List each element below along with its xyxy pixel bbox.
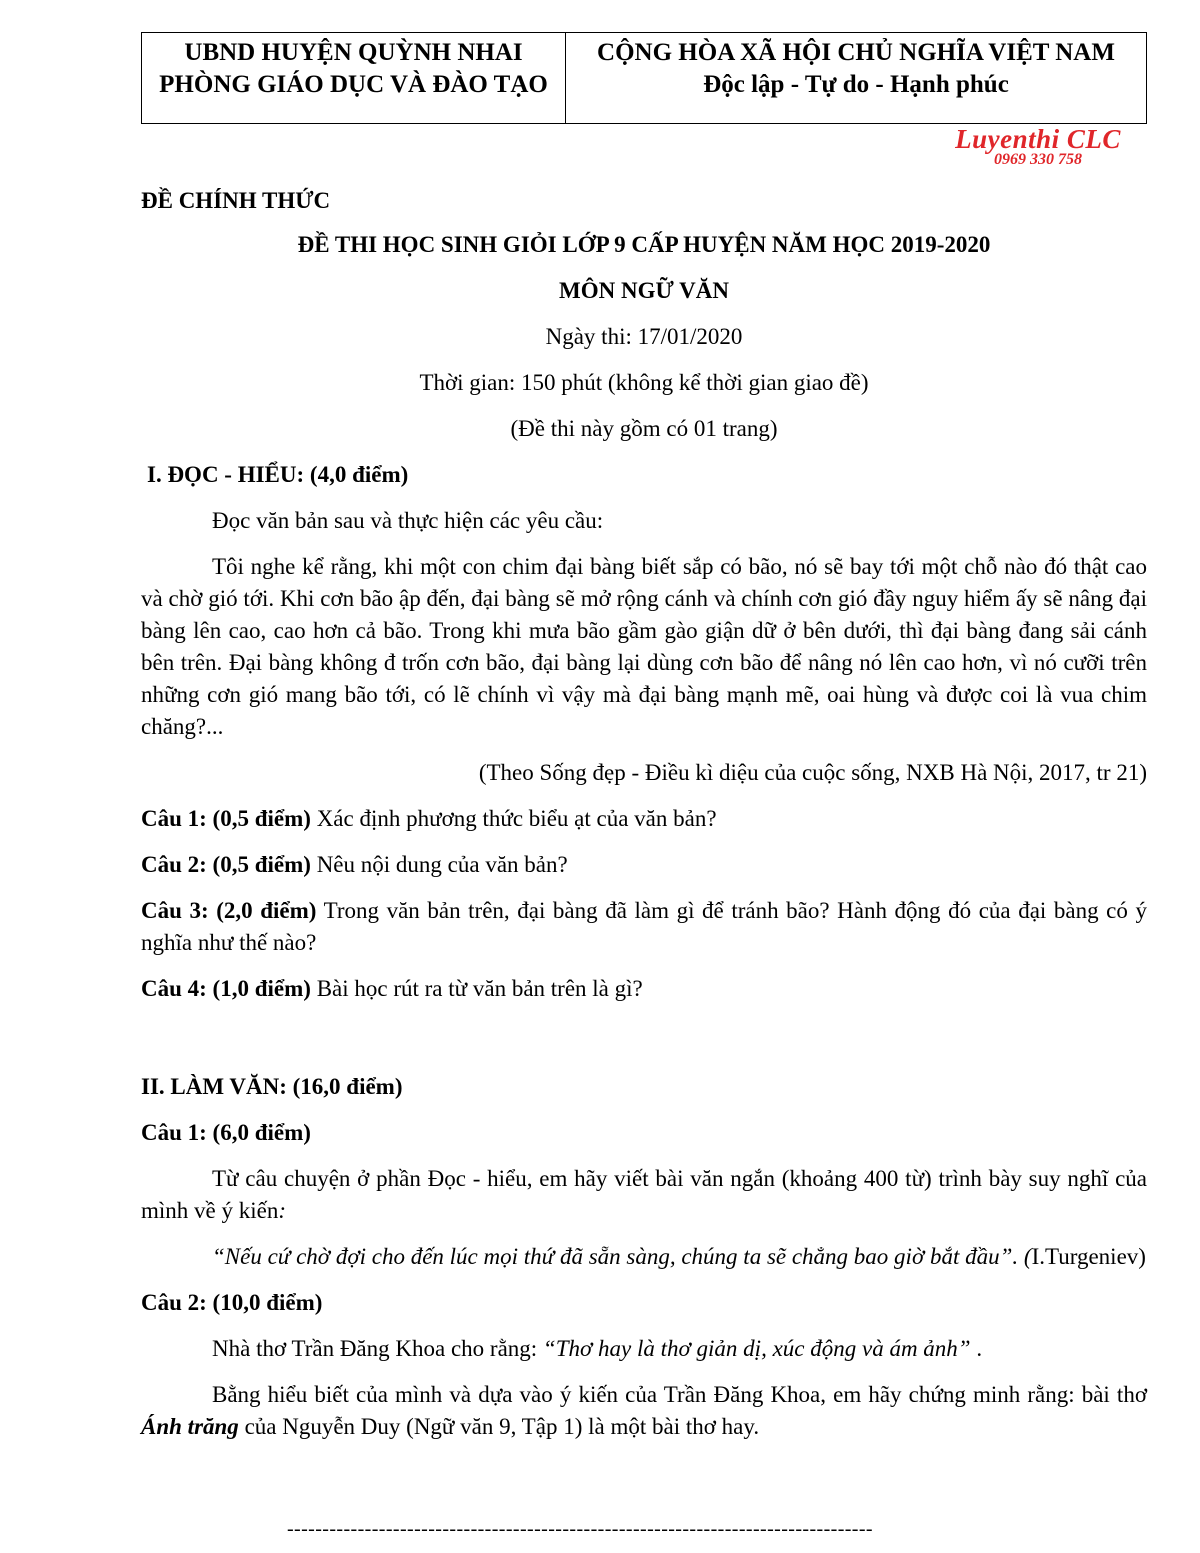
- question-3-text: Trong văn bản trên, đại bàng đã làm gì để tránh bão? Hành động đó của đại bàng có ý nghĩa như thế nào?: [141, 898, 1147, 955]
- section1-instruction: Đọc văn bản sau và thực hiện các yêu cầu:: [212, 508, 604, 533]
- question-2-label: Câu 2: (0,5 điểm): [141, 852, 311, 877]
- question-1-label: Câu 1: (0,5 điểm): [141, 806, 311, 831]
- header-left-cell: [142, 33, 566, 123]
- essay1-quote: “Nếu cứ chờ đợi cho đến lúc mọi thứ đã sẵn sàng, chúng ta sẽ chẳng bao giờ bắt đầu”. (: [212, 1244, 1032, 1269]
- essay2-intro: [141, 1333, 1147, 1365]
- essay2-poem-title: Ánh trăng: [141, 1414, 239, 1439]
- essay1-prompt-text: Từ câu chuyện ở phần Đọc - hiểu, em hãy viết bài văn ngắn (khoảng 400 từ) trình bày suy nghĩ của mình về ý kiến: [141, 1166, 1147, 1223]
- essay2-intro-text: Nhà thơ Trần Đăng Khoa cho rằng:: [212, 1336, 543, 1361]
- page-count-note: (Đề thi này gồm có 01 trang): [510, 416, 778, 441]
- essay1-label: Câu 1: (6,0 điểm): [141, 1120, 311, 1145]
- question-1-text: Xác định phương thức biểu ạt của văn bản?: [310, 806, 717, 831]
- question-4-label: Câu 4: (1,0 điểm): [141, 976, 311, 1001]
- exam-time: Thời gian: 150 phút (không kể thời gian giao đề): [419, 370, 869, 395]
- department-name: PHÒNG GIÁO DỤC VÀ ĐÀO TẠO: [159, 71, 548, 98]
- question-3-label: Câu 3: (2,0 điểm): [141, 898, 317, 923]
- essay1-author: I.Turgeniev): [1031, 1244, 1146, 1269]
- watermark-phone: 0969 330 758: [994, 151, 1082, 168]
- watermark-name: Luyenthi CLC: [955, 124, 1121, 154]
- end-divider: -----------------------------------------------------------------------------------: [287, 1518, 873, 1540]
- essay1-colon: :: [278, 1198, 287, 1223]
- watermark-logo: [928, 124, 1148, 168]
- essay2-label: Câu 2: (10,0 điểm): [141, 1290, 323, 1315]
- passage-source: (Theo Sống đẹp - Điều kì diệu của cuộc sống, NXB Hà Nội, 2017, tr 21): [478, 760, 1147, 785]
- essay1-quote-paragraph: [141, 1241, 1147, 1273]
- district-name: UBND HUYỆN QUỲNH NHAI: [184, 39, 523, 66]
- section-spacer: [141, 1019, 1147, 1071]
- section2-heading: II. LÀM VĂN: (16,0 điểm): [141, 1074, 403, 1099]
- essay2-task: [141, 1379, 1147, 1443]
- exam-title: ĐỀ THI HỌC SINH GIỎI LỚP 9 CẤP HUYỆN NĂM HỌC 2019-2020: [297, 232, 991, 257]
- exam-date: Ngày thi: 17/01/2020: [545, 324, 743, 349]
- essay2-intro-end: .: [970, 1336, 983, 1361]
- question-3: [141, 895, 1147, 959]
- essay1-prompt: [141, 1163, 1147, 1227]
- question-4: [141, 973, 1147, 1005]
- question-1: [141, 803, 1147, 835]
- national-title: CỘNG HÒA XÃ HỘI CHỦ NGHĨA VIỆT NAM: [597, 39, 1115, 66]
- question-2-text: Nêu nội dung của văn bản?: [310, 852, 568, 877]
- header-table: [141, 32, 1147, 124]
- official-label: ĐỀ CHÍNH THỨC: [141, 188, 331, 213]
- section1-heading: I. ĐỌC - HIỂU: (4,0 điểm): [147, 462, 409, 487]
- essay2-task-part1: Bằng hiểu biết của mình và dựa vào ý kiến của Trần Đăng Khoa, em hãy chứng minh rằng: bài thơ: [212, 1382, 1147, 1407]
- question-4-text: Bài học rút ra từ văn bản trên là gì?: [310, 976, 643, 1001]
- header-right-cell: [566, 33, 1146, 123]
- national-motto: Độc lập - Tự do - Hạnh phúc: [703, 71, 1009, 98]
- subject-title: MÔN NGỮ VĂN: [559, 278, 729, 303]
- essay2-quote: “Thơ hay là thơ giản dị, xúc động và ám ảnh”: [542, 1336, 971, 1361]
- reading-passage: Tôi nghe kể rằng, khi một con chim đại bàng biết sắp có bão, nó sẽ bay tới một chỗ nào đó thật cao và chờ gió tới. Khi cơn bão ập đến, đại bàng sẽ mở rộng cánh và chính cơn gió đầy nguy hiểm ấy sẽ nâng đại bàng lên cao, cao hơn cả bão. Trong khi mưa bão gầm gào giận dữ ở bên dưới, thì đại bàng đang sải cánh bên trên. Đại bàng không đ trốn cơn bão, đại bàng lại dùng cơn bão để nâng nó lên cao hơn, vì nó cưỡi trên những cơn gió mang bão tới, có lẽ chính vì vậy mà đại bàng mạnh mẽ, oai hùng và được coi là vua chim chăng?...: [141, 554, 1147, 739]
- essay2-task-part2: của Nguyễn Duy (Ngữ văn 9, Tập 1) là một bài thơ hay.: [238, 1414, 760, 1439]
- document-body: [141, 185, 1147, 1457]
- question-2: [141, 849, 1147, 881]
